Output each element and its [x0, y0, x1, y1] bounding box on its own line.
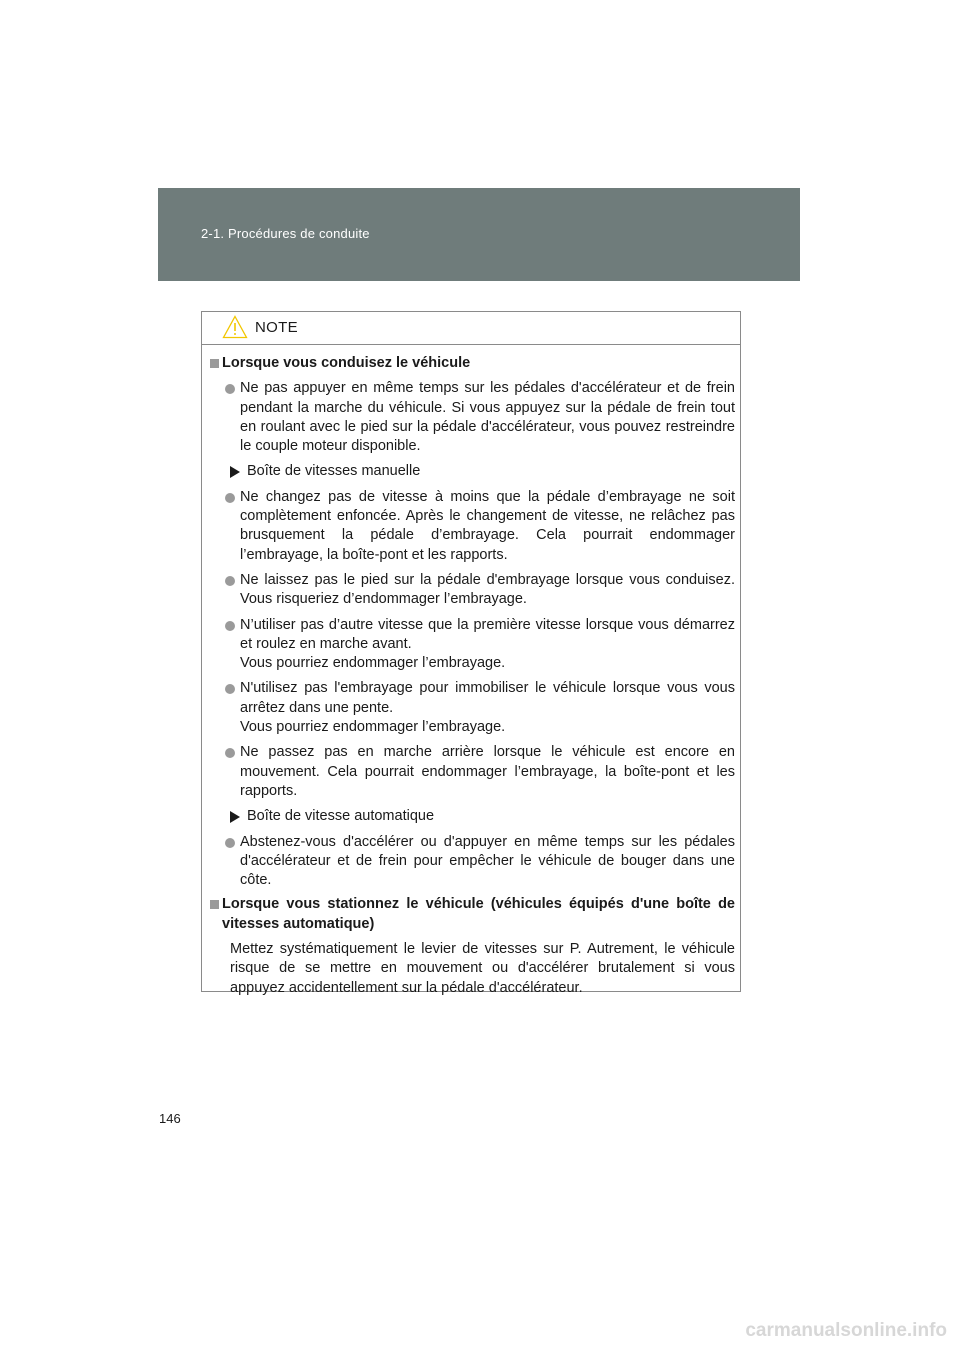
list-item-line: Ne passez pas en marche arrière lorsque le véhicule est encore en mouvement. Cela pourrait endommager l’embrayage, la boîte-pont et les rapports.	[240, 744, 735, 799]
triangle-arrow-icon	[230, 811, 240, 823]
circle-bullet-icon	[225, 684, 235, 694]
list-item-text: Abstenez-vous d'accélérer ou d'appuyer en même temps sur les pédales d'accélérateur et de frein pour empêcher le véhicule de bouger dans une côte.	[240, 833, 735, 889]
circle-bullet-icon	[225, 621, 235, 631]
list-item-line: N’utiliser pas d’autre vitesse que la première vitesse lorsque vous démarrez et roulez en marche avant.	[240, 616, 735, 652]
list-item	[225, 488, 735, 565]
list-item	[225, 833, 735, 891]
section-title: Lorsque vous conduisez le véhicule	[222, 355, 471, 371]
list-item-line: Vous pourriez endommager l’embrayage.	[240, 655, 506, 672]
watermark: carmanualsonline.info	[745, 1320, 947, 1341]
section-heading	[210, 354, 735, 373]
list-item	[225, 616, 735, 674]
section-heading	[210, 895, 735, 934]
subheading-text: Boîte de vitesses manuelle	[247, 463, 421, 480]
circle-bullet-icon	[225, 838, 235, 848]
note-header	[202, 312, 740, 345]
list-item-text	[240, 616, 735, 674]
list-item-line: Ne laissez pas le pied sur la pédale d'embrayage lorsque vous conduisez. Vous risqueriez d’endommager l’embrayage.	[240, 571, 735, 608]
list-item	[225, 679, 735, 737]
subheading-manual	[230, 462, 735, 481]
list-item-text	[240, 488, 735, 565]
circle-bullet-icon	[225, 493, 235, 503]
note-box	[201, 311, 741, 996]
list-item	[225, 379, 735, 456]
page-number: 146	[159, 1111, 181, 1126]
square-bullet-icon	[210, 359, 219, 368]
subheading-text: Boîte de vitesse automatique	[247, 808, 435, 825]
note-body	[202, 345, 740, 998]
list-item-text: Ne pas appuyer en même temps sur les pédales d'accélérateur et de frein pendant la marche du véhicule. Si vous appuyez sur la pédale de frein tout en roulant avec le pied sur la pédale d'accélérateur, vous pouvez restreindre le couple moteur disponible.	[240, 380, 735, 455]
square-bullet-icon	[210, 900, 219, 909]
chapter-title: 2-1. Procédures de conduite	[201, 226, 370, 241]
circle-bullet-icon	[225, 576, 235, 586]
circle-bullet-icon	[225, 384, 235, 394]
subheading-automatic	[230, 807, 735, 826]
chapter-header-band	[158, 188, 800, 281]
list-item-line: Ne changez pas de vitesse à moins que la pédale d’embrayage ne soit complètement enfoncée. Après le changement de vitesse, ne relâchez pas brusquement la pédale d’embrayage. Cela pourrait endommager l’embrayage, la boîte-pont et les rapports.	[240, 488, 735, 563]
list-item	[225, 743, 735, 801]
list-item	[225, 571, 735, 610]
triangle-arrow-icon	[230, 466, 240, 478]
note-title: NOTE	[255, 319, 298, 336]
circle-bullet-icon	[225, 748, 235, 758]
list-item-line: Vous pourriez endommager l’embrayage.	[240, 719, 506, 736]
list-item-text	[240, 571, 735, 610]
list-item-text	[240, 679, 735, 737]
section-paragraph: Mettez systématiquement le levier de vitesses sur P. Autrement, le véhicule risque de se mettre en mouvement ou d'accélérer brutalement si vous appuyez accidentellement sur la pédale d'accélérateur.	[230, 941, 735, 996]
list-item-text	[240, 743, 735, 801]
list-item-line: N'utilisez pas l'embrayage pour immobiliser le véhicule lorsque vous vous arrêtez dans une pente.	[240, 680, 735, 716]
section-title: Lorsque vous stationnez le véhicule (véhicules équipés d'une boîte de vitesses automatique)	[222, 896, 735, 932]
warning-triangle-icon	[222, 315, 248, 339]
